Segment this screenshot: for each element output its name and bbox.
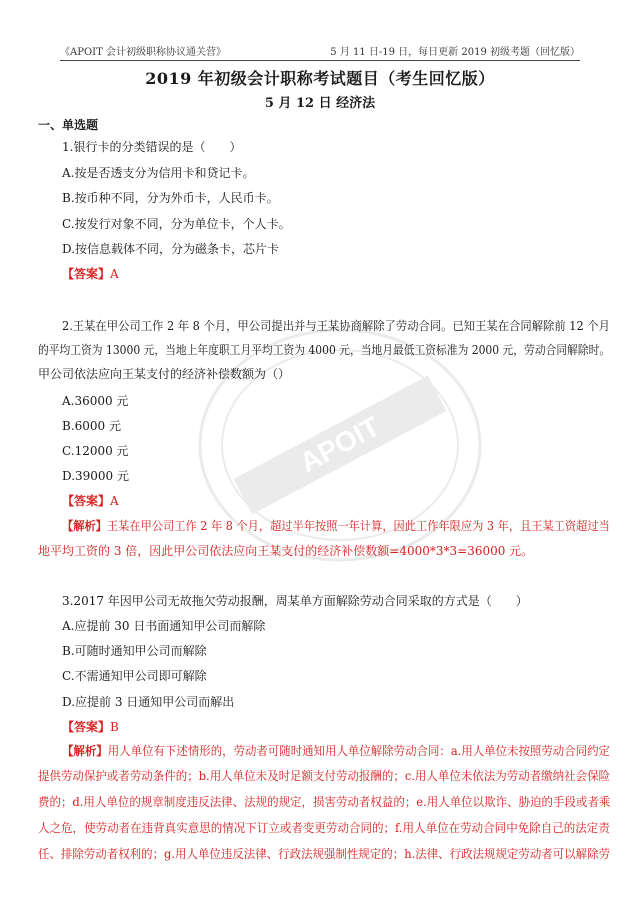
q2-stem-line-1: 2.王某在甲公司工作 2 年 8 个月，甲公司提出并与王某协商解除了劳动合同。已知王某在合同解除前 12 个月 (62, 319, 610, 333)
q3-option-c: C.不需通知甲公司即可解除 (62, 669, 207, 683)
q2-stem-line-3: 甲公司依法应向王某支付的经济补偿数额为（） (38, 367, 291, 381)
q1-answer (62, 266, 119, 282)
answer-value: A (110, 267, 119, 281)
section-heading: 一、单选题 (38, 118, 99, 132)
answer-tag: 【答案】 (62, 494, 111, 508)
answer-value: B (110, 720, 119, 734)
analysis-text: 王某在甲公司工作 2 年 8 个月，超过半年按照一年计算，因此工作年限应为 3 年，且王某工资超过当 (106, 519, 610, 533)
q2-option-d: D.39000 元 (62, 469, 129, 483)
analysis-text: 用人单位有下述情形的，劳动者可随时通知用人单位解除劳动合同：a.用人单位未按照劳动合同约定 (107, 744, 610, 758)
q1-option-c: C.按发行对象不同，分为单位卡，个人卡。 (62, 217, 291, 231)
page-header (60, 42, 580, 61)
q3-stem: 3.2017 年因甲公司无故拖欠劳动报酬，周某单方面解除劳动合同采取的方式是（ ） (62, 594, 528, 608)
q2-option-b: B.6000 元 (62, 419, 121, 433)
q1-stem: 1.银行卡的分类错误的是（ ） (62, 140, 242, 154)
answer-value: A (110, 494, 119, 508)
page-title: 2019 年初级会计职称考试题目（考生回忆版） (145, 69, 495, 88)
answer-tag: 【答案】 (62, 267, 111, 281)
page-subtitle: 5 月 12 日 经济法 (264, 96, 376, 111)
q3-analysis-line-5: 任、排除劳动者权利的；g.用人单位违反法律、行政法规强制性规定的；h.法律、行政法规规定劳动者可以解除劳 (38, 847, 611, 861)
analysis-tag: 【解析】 (62, 744, 108, 758)
q2-analysis-line-1 (62, 518, 610, 534)
q3-answer (62, 719, 119, 735)
svg-text:APOIT: APOIT (294, 410, 385, 479)
q2-answer (62, 493, 119, 509)
q2-option-c: C.12000 元 (62, 444, 129, 458)
q3-analysis-line-4: 人之危，使劳动者在违背真实意思的情况下订立或者变更劳动合同的；f.用人单位在劳动合同中免除自己的法定责 (38, 821, 610, 835)
q3-analysis-line-3: 费的；d.用人单位的规章制度违反法律、法规的规定，损害劳动者权益的；e.用人单位以欺诈、胁迫的手段或者乘 (38, 795, 611, 809)
q3-option-b: B.可随时通知甲公司而解除 (62, 644, 207, 658)
q1-option-b: B.按币种不同，分为外币卡，人民币卡。 (62, 191, 279, 205)
q2-stem-line-2: 的平均工资为 13000 元，当地上年度职工月平均工资为 4000 元，当地月最低工资标准为 2000 元，劳动合同解除时。 (38, 343, 611, 357)
q1-option-a: A.按是否透支分为信用卡和贷记卡。 (62, 166, 255, 180)
q2-option-a: A.36000 元 (62, 394, 129, 408)
header-right: 5 月 11 日-19 日，每日更新 2019 初级考题（回忆版） (330, 47, 580, 58)
answer-tag: 【答案】 (62, 720, 111, 734)
q3-analysis-line-2: 提供劳动保护或者劳动条件的；b.用人单位未及时足额支付劳动报酬的；c.用人单位未依法为劳动者缴纳社会保险 (38, 769, 611, 783)
header-left: 《APOIT 会计初级职称协议通关营》 (60, 47, 226, 58)
q1-option-d: D.按信息载体不同，分为磁条卡，芯片卡 (62, 242, 280, 256)
analysis-tag: 【解析】 (62, 519, 107, 533)
q2-analysis-line-2: 地平均工资的 3 倍，因此甲公司依法应向王某支付的经济补偿数额=4000*3*3=36000 元。 (38, 544, 534, 558)
q3-analysis-line-1 (62, 743, 610, 759)
q3-option-d: D.应提前 3 日通知甲公司而解出 (62, 695, 235, 709)
q3-option-a: A.应提前 30 日书面通知甲公司而解除 (62, 619, 266, 633)
